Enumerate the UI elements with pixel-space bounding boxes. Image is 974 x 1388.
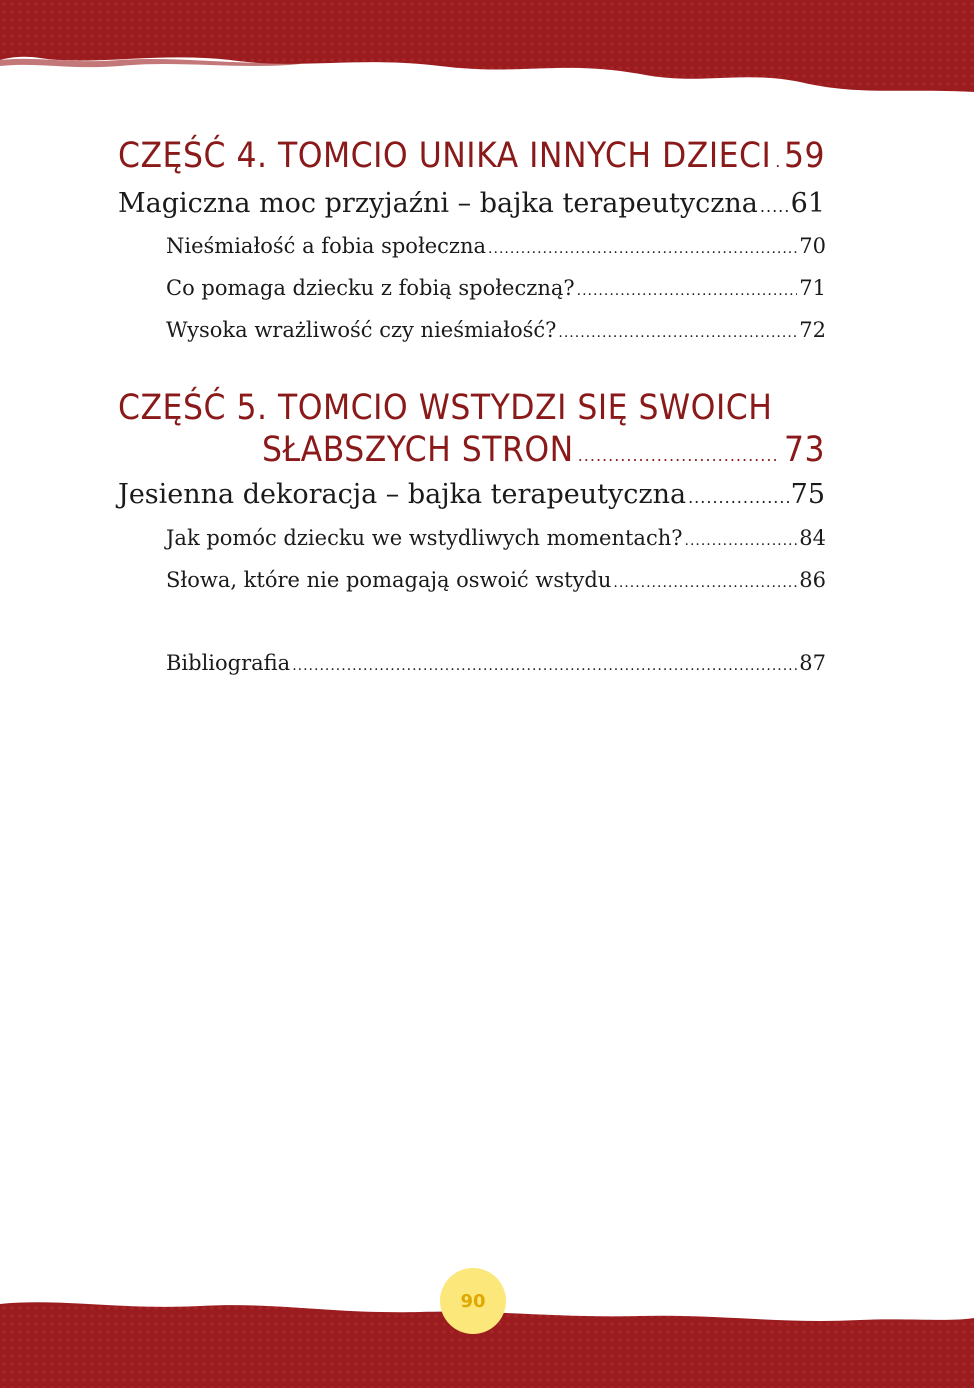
section-page: 70 [799,234,826,258]
dot-leader [577,276,798,300]
section-entry[interactable] [166,234,826,258]
section-entry[interactable] [166,526,826,550]
section-title: Wysoka wrażliwość czy nieśmiałość? [166,318,557,342]
chapter-title: Magiczna moc przyjaźni – bajka terapeutyczna [118,188,758,219]
bibliography-page: 87 [799,651,826,675]
section-entry[interactable] [166,318,826,342]
part-4-page: 59 [783,136,825,176]
section-page: 72 [799,318,826,342]
page-number: 90 [460,1290,486,1312]
dot-leader [578,446,780,465]
chapter-page: 61 [790,188,825,219]
section-entry[interactable] [166,568,826,592]
part-5-page: 73 [783,430,825,470]
dot-leader [613,568,797,592]
section-title: Słowa, które nie pomagają oswoić wstydu [166,568,612,592]
dot-leader [488,234,797,258]
dot-leader [688,479,789,510]
bibliography-entry[interactable] [166,651,826,675]
part-4-entry[interactable] [118,136,825,176]
dot-leader [292,651,797,675]
chapter-page: 75 [790,479,825,510]
part-5-title-line-1[interactable] [118,388,772,428]
dot-leader [760,188,789,219]
section-title: Jak pomóc dziecku we wstydliwych momentach? [166,526,683,550]
section-title: Co pomaga dziecku z fobią społeczną? [166,276,575,300]
part-5-title: CZĘŚĆ 5. TOMCIO WSTYDZI SIĘ SWOICH [118,388,773,428]
section-entry[interactable] [166,276,826,300]
dot-leader [775,152,780,171]
chapter-entry[interactable] [118,188,825,219]
part-4-title: CZĘŚĆ 4. TOMCIO UNIKA INNYCH DZIECI [118,136,772,176]
dot-leader [558,318,797,342]
section-page: 71 [799,276,826,300]
section-page: 84 [799,526,826,550]
page-number-badge [440,1268,506,1334]
chapter-entry[interactable] [118,479,825,510]
part-5-title-cont: SŁABSZYCH STRON [262,430,574,470]
dot-leader [685,526,798,550]
part-5-entry[interactable] [262,430,825,470]
bibliography-title: Bibliografia [166,651,291,675]
chapter-title: Jesienna dekoracja – bajka terapeutyczna [118,479,687,510]
section-title: Nieśmiałość a fobia społeczna [166,234,487,258]
section-page: 86 [799,568,826,592]
